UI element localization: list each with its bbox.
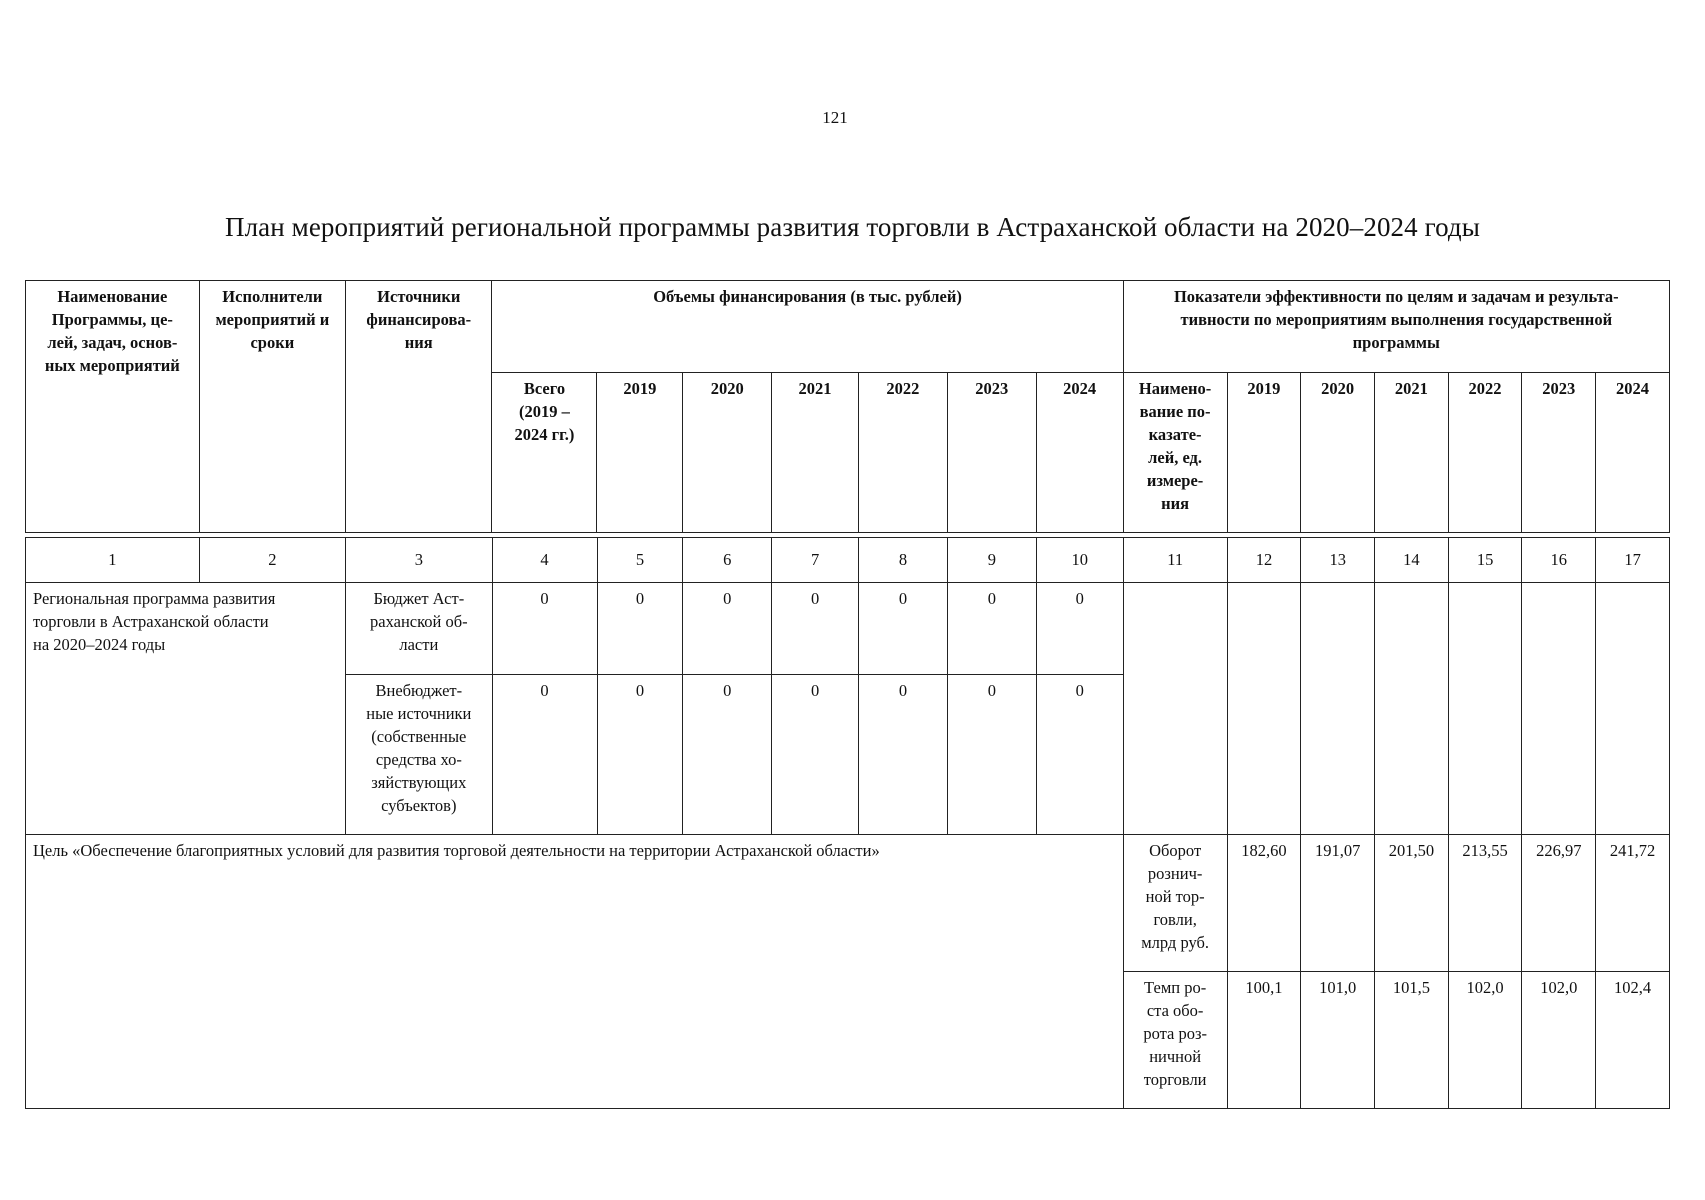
column-number: 7	[772, 538, 859, 583]
indicator-value: 201,50	[1375, 835, 1449, 972]
header-funding-year: 2023	[947, 373, 1036, 533]
plan-body-table	[25, 537, 1670, 1109]
header-indicator-year: 2020	[1301, 373, 1375, 533]
column-number: 8	[859, 538, 948, 583]
column-number: 11	[1123, 538, 1227, 583]
indicator-name: Оборот рознич- ной тор- говли, млрд руб.	[1123, 835, 1227, 972]
indicator-value: 101,5	[1375, 972, 1449, 1109]
funding-value: 0	[492, 675, 597, 835]
indicator-value: 182,60	[1227, 835, 1301, 972]
plan-header-table	[25, 280, 1670, 533]
funding-value: 0	[859, 675, 948, 835]
column-number: 1	[26, 538, 200, 583]
indicator-value: 102,4	[1596, 972, 1670, 1109]
funding-value: 0	[597, 583, 683, 675]
column-number: 10	[1036, 538, 1123, 583]
funding-value: 0	[947, 583, 1036, 675]
header-indicator-year: 2022	[1448, 373, 1522, 533]
funding-value: 0	[859, 583, 948, 675]
header-indicator-year: 2021	[1374, 373, 1448, 533]
column-number: 13	[1301, 538, 1375, 583]
funding-value: 0	[683, 675, 772, 835]
header-col-executors: Исполнители мероприятий и сроки	[199, 281, 345, 533]
program-source-row	[26, 583, 1670, 675]
column-number: 12	[1227, 538, 1301, 583]
header-funding-year: 2020	[683, 373, 772, 533]
header-funding-year: 2021	[772, 373, 859, 533]
indicator-value: 226,97	[1522, 835, 1596, 972]
indicator-value: 102,0	[1522, 972, 1596, 1109]
header-group-indicators: Показатели эффективности по целям и задачам и результа- тивности по мероприятиям выполнения государственной программы	[1123, 281, 1669, 373]
funding-value: 0	[597, 675, 683, 835]
empty-cell	[1522, 583, 1596, 835]
header-funding-total: Всего (2019 – 2024 гг.)	[492, 373, 597, 533]
empty-cell	[1448, 583, 1522, 835]
funding-value: 0	[772, 583, 859, 675]
empty-cell	[1375, 583, 1449, 835]
header-group-funding: Объемы финансирования (в тыс. рублей)	[492, 281, 1123, 373]
indicator-value: 102,0	[1448, 972, 1522, 1109]
indicator-value: 100,1	[1227, 972, 1301, 1109]
empty-cell	[1301, 583, 1375, 835]
funding-value: 0	[683, 583, 772, 675]
column-number: 5	[597, 538, 683, 583]
column-number: 15	[1448, 538, 1522, 583]
column-number: 4	[492, 538, 597, 583]
funding-value: 0	[1036, 675, 1123, 835]
indicator-value: 191,07	[1301, 835, 1375, 972]
empty-cell	[1227, 583, 1301, 835]
column-number: 2	[199, 538, 345, 583]
indicator-value: 101,0	[1301, 972, 1375, 1109]
header-indicator-name: Наимено- вание по- казате- лей, ед. измере- ния	[1123, 373, 1227, 533]
header-funding-year: 2022	[858, 373, 947, 533]
goal-indicator-row	[26, 835, 1670, 972]
header-col-sources: Источники финансирова- ния	[346, 281, 492, 533]
page-title: План мероприятий региональной программы развития торговли в Астраханской области на 2020–2024 годы	[224, 212, 1481, 242]
funding-value: 0	[772, 675, 859, 835]
column-number-row	[26, 538, 1670, 583]
empty-cell	[1123, 583, 1227, 835]
header-funding-year: 2024	[1036, 373, 1123, 533]
empty-cell	[1596, 583, 1670, 835]
funding-value: 0	[947, 675, 1036, 835]
funding-value: 0	[1036, 583, 1123, 675]
indicator-name: Темп ро- ста обо- рота роз- ничной торговли	[1123, 972, 1227, 1109]
column-number: 3	[346, 538, 492, 583]
column-number: 17	[1596, 538, 1670, 583]
header-indicator-year: 2024	[1596, 373, 1670, 533]
column-number: 16	[1522, 538, 1596, 583]
indicator-value: 241,72	[1596, 835, 1670, 972]
source-label: Внебюджет- ные источники (собственные средства хо- зяйствующих субъектов)	[346, 675, 492, 835]
header-funding-year: 2019	[597, 373, 683, 533]
column-number: 9	[947, 538, 1036, 583]
header-col-name: Наименование Программы, це- лей, задач, основ- ных мероприятий	[26, 281, 200, 533]
goal-text: Цель «Обеспечение благоприятных условий для развития торговой деятельности на территории Астраханской области»	[26, 835, 1124, 1109]
page-number: 121	[822, 108, 848, 127]
column-number: 6	[683, 538, 772, 583]
funding-value: 0	[492, 583, 597, 675]
column-number: 14	[1375, 538, 1449, 583]
program-name: Региональная программа развития торговли в Астраханской области на 2020–2024 годы	[26, 583, 346, 835]
source-label: Бюджет Аст- раханской об- ласти	[346, 583, 492, 675]
indicator-value: 213,55	[1448, 835, 1522, 972]
header-indicator-year: 2023	[1522, 373, 1596, 533]
header-indicator-year: 2019	[1227, 373, 1301, 533]
